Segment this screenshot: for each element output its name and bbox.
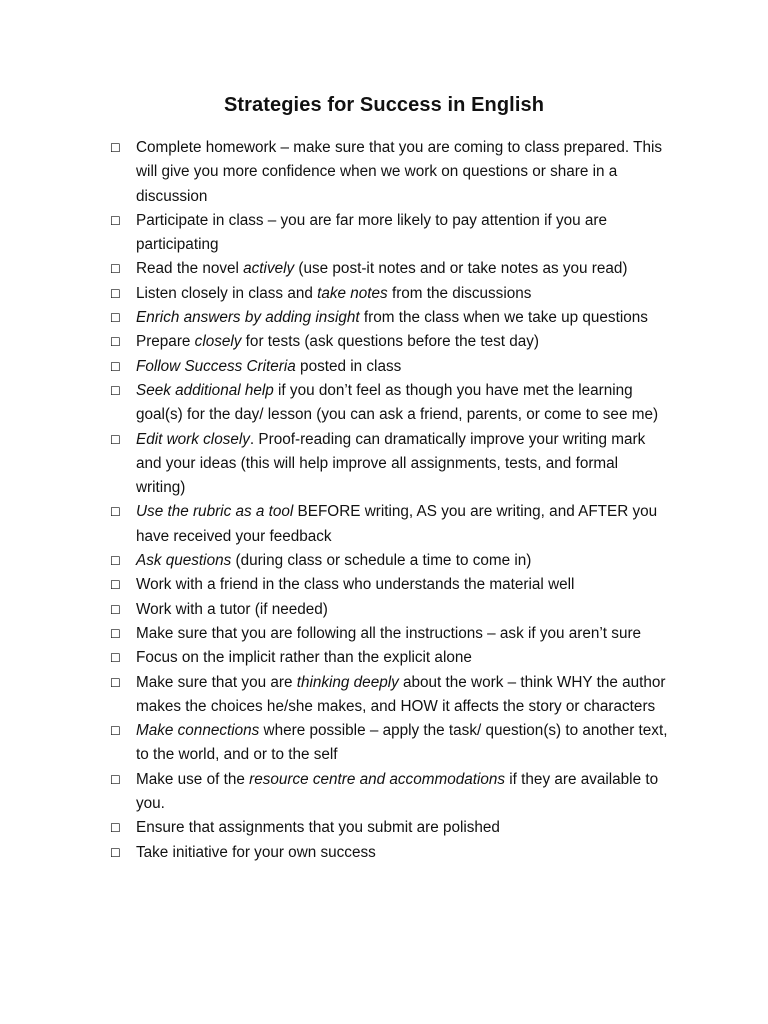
checklist-item [110,573,670,597]
strategy-checklist [110,136,670,865]
checklist-item-text [136,136,670,209]
checklist-item-text [136,549,670,573]
item-text-segment: Listen closely in class and [136,284,318,302]
checkbox-icon[interactable]: ☐ [110,505,121,520]
checklist-item-text [136,573,670,597]
emphasis-text: Make connections [136,722,260,740]
checkbox-icon[interactable]: ☐ [110,311,121,326]
item-text-segment: Make sure that you are following all the instructions – ask if you aren’t sure [136,624,642,642]
checklist-item [110,549,670,573]
checkbox-icon[interactable]: ☐ [110,213,121,228]
checklist-item [110,306,670,330]
checklist-item-text [136,598,670,622]
checklist-item [110,209,670,258]
checkbox-icon[interactable]: ☐ [110,651,121,666]
item-text-segment: Read the novel [136,260,244,278]
item-text-segment: about the work – think WHY the author makes the choices he/she makes, and HOW it affects the story or characters [136,673,666,715]
page-title: Strategies for Success in English [223,94,545,116]
checkbox-icon[interactable]: ☐ [110,554,121,569]
item-text-segment: Work with a friend in the class who understands the material well [136,576,575,594]
item-text-segment: if you don’t feel as though you have met the learning goal(s) for the day/ lesson (you can ask a friend, parents, or come to see me) [136,381,659,424]
checkbox-icon[interactable]: ☐ [110,335,121,350]
item-text-segment: Participate in class – you are far more likely to pay attention if you are participating [136,211,608,254]
checklist-item [110,598,670,622]
checkbox-icon[interactable]: ☐ [110,675,121,690]
emphasis-text: Seek additional help [136,381,274,399]
checklist-item-text [136,282,670,306]
checklist-item [110,355,670,379]
checkbox-icon[interactable]: ☐ [110,626,121,641]
checklist-item-text [136,330,670,354]
item-text-segment: . Proof-reading can dramatically improve your writing mark and your ideas (this will help improve all assignments, tests, and formal writing) [136,430,646,497]
checkbox-icon[interactable]: ☐ [110,432,121,447]
checklist-item [110,282,670,306]
item-text-segment: Prepare [136,333,195,351]
emphasis-text: Follow Success Criteria [136,357,296,375]
checklist-item [110,816,670,840]
checklist-item [110,768,670,817]
emphasis-text: closely [194,333,242,351]
checkbox-icon[interactable]: ☐ [110,359,121,374]
checkbox-icon[interactable]: ☐ [110,821,121,836]
checklist-item [110,379,670,428]
item-text-segment: BEFORE writing, AS you are writing, and AFTER you have received your feedback [136,503,658,545]
item-text-segment: posted in class [295,357,402,375]
checkbox-icon[interactable]: ☐ [110,724,121,739]
checkbox-icon[interactable]: ☐ [110,578,121,593]
emphasis-text: resource centre and accommodations [249,770,506,788]
checklist-item [110,841,670,865]
checkbox-icon[interactable]: ☐ [110,602,121,617]
checklist-item-text [136,719,670,768]
checklist-item-text [136,841,670,865]
checklist-item-text [136,257,670,281]
item-text-segment: Take initiative for your own success [136,843,376,861]
emphasis-text: Enrich answers by adding insight [136,309,360,327]
checkbox-icon[interactable]: ☐ [110,262,121,277]
checklist-item [110,257,670,281]
checklist-item-text [136,379,670,428]
checklist-item [110,136,670,209]
item-text-segment: where possible – apply the task/ question(s) to another text, to the world, and or to the self [136,722,668,764]
checklist-item-text [136,816,670,840]
checkbox-icon[interactable]: ☐ [110,383,121,398]
checklist-item-text [136,500,670,549]
checklist-item-text [136,428,670,501]
item-text-segment: Focus on the implicit rather than the explicit alone [136,649,472,667]
checklist-item-text [136,671,670,720]
checklist-item-text [136,622,670,646]
checklist-item-text [136,768,670,817]
item-text-segment: Make sure that you are [136,673,297,691]
emphasis-text: Ask questions [136,552,232,570]
emphasis-text: thinking deeply [296,673,399,691]
checklist-item [110,500,670,549]
item-text-segment: (use post-it notes and or take notes as you read) [294,260,628,278]
item-text-segment: Ensure that assignments that you submit are polished [136,819,500,837]
checklist-item-text [136,355,670,379]
checklist-item [110,330,670,354]
item-text-segment: if they are available to you. [136,770,659,813]
checkbox-icon[interactable]: ☐ [110,286,121,301]
emphasis-text: Use the rubric as a tool [136,503,294,521]
checkbox-icon[interactable]: ☐ [110,845,121,860]
emphasis-text: take notes [317,284,388,302]
item-text-segment: for tests (ask questions before the test day) [241,333,540,351]
item-text-segment: (during class or schedule a time to come in) [231,552,532,570]
item-text-segment: from the discussions [387,284,532,302]
item-text-segment: Complete homework – make sure that you are coming to class prepared. This will give you more confidence when we work on questions or share in a discussion [136,139,663,205]
checklist-item [110,719,670,768]
emphasis-text: Edit work closely [136,430,250,448]
checklist-item [110,428,670,501]
checklist-item [110,671,670,720]
checklist-item [110,646,670,670]
checkbox-icon[interactable]: ☐ [110,141,121,155]
checklist-item-text [136,306,670,330]
item-text-segment: from the class when we take up questions [359,309,648,327]
checklist-item-text [136,646,670,670]
emphasis-text: actively [243,260,295,278]
checklist-item-text [136,209,670,258]
item-text-segment: Make use of the [136,770,250,788]
checkbox-icon[interactable]: ☐ [110,772,121,787]
checklist-item [110,622,670,646]
item-text-segment: Work with a tutor (if needed) [136,600,328,618]
